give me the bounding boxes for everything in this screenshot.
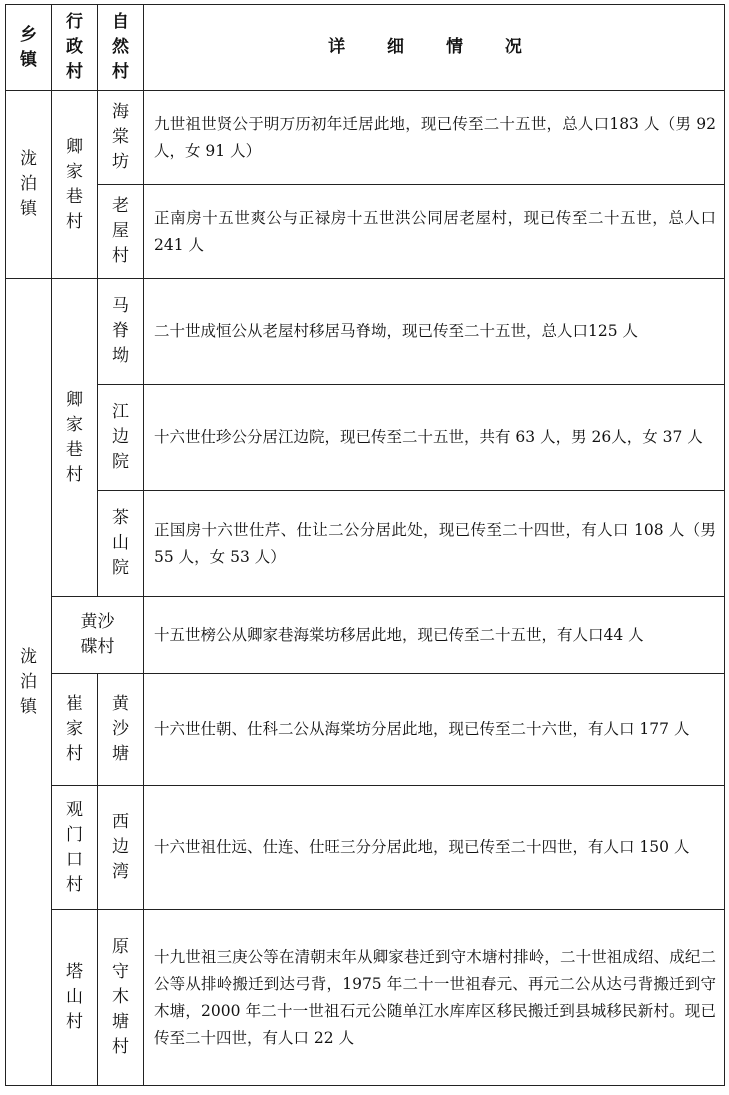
table-row xyxy=(6,491,725,597)
natural-village-label: 马脊坳 xyxy=(112,296,129,366)
natural-village-cell xyxy=(98,674,144,786)
admin-village-label: 崔家村 xyxy=(66,694,83,764)
table-row xyxy=(6,279,725,385)
table-row xyxy=(6,786,725,910)
admin-village-label: 卿家巷村 xyxy=(66,136,83,232)
admin-village-cell xyxy=(52,279,98,597)
admin-village-cell xyxy=(52,91,98,279)
natural-village-cell xyxy=(98,786,144,910)
detail-cell: 十九世祖三庚公等在清朝末年从卿家巷迁到守木塘村排岭，二十世祖成绍、成纪二公等从排岭搬迁到达弓背，1975 年二十一世祖春元、再元二公从达弓背搬迁到守木塘，2000 年二十一世祖石元公随单江水库库区移民搬迁到县城移民新村。现已传至二十四世，有人口 22 人 xyxy=(144,910,725,1086)
admin-village-cell xyxy=(52,674,98,786)
merged-village-label: 黄沙碟村 xyxy=(80,612,115,657)
table-row xyxy=(6,91,725,185)
table-row xyxy=(6,385,725,491)
table-row xyxy=(6,597,725,674)
town-label: 泷泊镇 xyxy=(20,149,37,219)
natural-village-label: 老屋村 xyxy=(112,196,129,266)
admin-village-label: 卿家巷村 xyxy=(66,389,83,485)
table-row xyxy=(6,910,725,1086)
detail-cell: 二十世成恒公从老屋村移居马脊坳，现已传至二十五世，总人口125 人 xyxy=(144,279,725,385)
natural-village-label: 黄沙塘 xyxy=(112,694,129,764)
admin-village-label: 塔山村 xyxy=(66,962,83,1032)
table-row xyxy=(6,674,725,786)
natural-village-label: 西边湾 xyxy=(112,812,129,882)
header-details: 详 细 情 况 xyxy=(144,5,725,91)
natural-village-cell xyxy=(98,491,144,597)
town-cell xyxy=(6,279,52,1086)
header-town-label: 乡镇 xyxy=(20,24,37,70)
admin-village-cell xyxy=(52,786,98,910)
detail-cell: 十五世榜公从卿家巷海棠坊移居此地，现已传至二十五世，有人口44 人 xyxy=(144,597,725,674)
header-natural-label: 自然村 xyxy=(112,12,129,82)
detail-cell: 十六世仕珍公分居江边院，现已传至二十五世，共有 63 人，男 26人，女 37 人 xyxy=(144,385,725,491)
detail-cell: 十六世祖仕远、仕连、仕旺三分分居此地，现已传至二十四世，有人口 150 人 xyxy=(144,786,725,910)
natural-village-cell xyxy=(98,385,144,491)
merged-village-cell xyxy=(52,597,144,674)
detail-cell: 正国房十六世仕芹、仕让二公分居此处，现已传至二十四世，有人口 108 人（男 55 人，女 53 人） xyxy=(144,491,725,597)
detail-cell: 正南房十五世爽公与正禄房十五世洪公同居老屋村，现已传至二十五世，总人口 241 人 xyxy=(144,185,725,279)
natural-village-cell xyxy=(98,91,144,185)
natural-village-label: 原守木塘村 xyxy=(112,937,129,1057)
table-header-row xyxy=(6,5,725,91)
genealogy-table xyxy=(5,4,725,1086)
natural-village-label: 海棠坊 xyxy=(112,102,129,172)
natural-village-cell xyxy=(98,279,144,385)
natural-village-label: 茶山院 xyxy=(112,508,129,578)
natural-village-cell xyxy=(98,185,144,279)
table-row xyxy=(6,185,725,279)
natural-village-cell xyxy=(98,910,144,1086)
town-cell xyxy=(6,91,52,279)
admin-village-label: 观门口村 xyxy=(66,799,83,895)
detail-cell: 十六世仕朝、仕科二公从海棠坊分居此地，现已传至二十六世，有人口 177 人 xyxy=(144,674,725,786)
admin-village-cell xyxy=(52,910,98,1086)
town-label: 泷泊镇 xyxy=(20,646,37,717)
header-admin-label: 行政村 xyxy=(66,12,83,82)
detail-cell: 九世祖世贤公于明万历初年迁居此地，现已传至二十五世，总人口183 人（男 92 人，女 91 人） xyxy=(144,91,725,185)
natural-village-label: 江边院 xyxy=(112,402,129,472)
header-natural-village xyxy=(98,5,144,91)
header-town xyxy=(6,5,52,91)
header-admin-village xyxy=(52,5,98,91)
